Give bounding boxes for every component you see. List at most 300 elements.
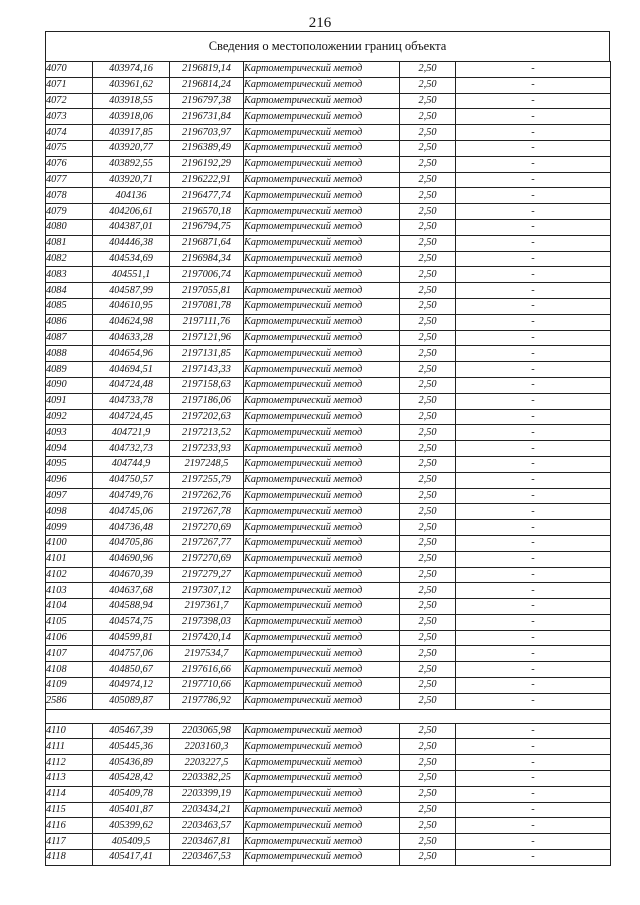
coord-x-cell: 404724,48 (93, 377, 170, 393)
coord-x-cell: 404750,57 (93, 472, 170, 488)
method-cell: Картометрический метод (244, 488, 400, 504)
accuracy-cell: 2,50 (400, 646, 456, 662)
page-number: 216 (308, 15, 332, 31)
coord-x-cell: 404588,94 (93, 599, 170, 615)
coord-y-cell: 2197786,92 (170, 693, 244, 709)
method-cell: Картометрический метод (244, 267, 400, 283)
method-cell: Картометрический метод (244, 771, 400, 787)
note-cell: - (456, 551, 611, 567)
note-cell: - (456, 235, 611, 251)
coord-y-cell: 2197420,14 (170, 630, 244, 646)
note-cell: - (456, 535, 611, 551)
point-number-cell: 4091 (46, 393, 93, 409)
note-cell: - (456, 188, 611, 204)
method-cell: Картометрический метод (244, 188, 400, 204)
coord-x-cell: 405436,89 (93, 755, 170, 771)
table-row (46, 425, 611, 441)
method-cell: Картометрический метод (244, 630, 400, 646)
method-cell: Картометрический метод (244, 172, 400, 188)
accuracy-cell: 2,50 (400, 267, 456, 283)
method-cell: Картометрический метод (244, 551, 400, 567)
table-row (46, 520, 611, 536)
table-row (46, 362, 611, 378)
point-number-cell: 4111 (46, 739, 93, 755)
method-cell: Картометрический метод (244, 614, 400, 630)
method-cell: Картометрический метод (244, 377, 400, 393)
note-cell: - (456, 314, 611, 330)
coord-y-cell: 2197398,03 (170, 614, 244, 630)
table-row (46, 802, 611, 818)
coord-x-cell: 405445,36 (93, 739, 170, 755)
coord-x-cell: 405417,41 (93, 850, 170, 866)
point-number-cell: 4112 (46, 755, 93, 771)
method-cell: Картометрический метод (244, 393, 400, 409)
coord-y-cell: 2203467,53 (170, 850, 244, 866)
coord-y-cell: 2197262,76 (170, 488, 244, 504)
point-number-cell: 4108 (46, 662, 93, 678)
table-row (46, 77, 611, 93)
table-row (46, 314, 611, 330)
accuracy-cell: 2,50 (400, 755, 456, 771)
coord-y-cell: 2196814,24 (170, 77, 244, 93)
coord-x-cell: 404733,78 (93, 393, 170, 409)
note-cell: - (456, 346, 611, 362)
coord-x-cell: 403920,71 (93, 172, 170, 188)
point-number-cell: 4083 (46, 267, 93, 283)
boundary-sheet (45, 31, 610, 866)
accuracy-cell: 2,50 (400, 283, 456, 299)
table-row (46, 646, 611, 662)
note-cell: - (456, 723, 611, 739)
point-number-cell: 4096 (46, 472, 93, 488)
accuracy-cell: 2,50 (400, 599, 456, 615)
point-number-cell: 4074 (46, 125, 93, 141)
point-number-cell: 4094 (46, 441, 93, 457)
point-number-cell: 4085 (46, 298, 93, 314)
coord-y-cell: 2203382,25 (170, 771, 244, 787)
note-cell: - (456, 283, 611, 299)
table-row (46, 614, 611, 630)
point-number-cell: 4088 (46, 346, 93, 362)
coord-y-cell: 2203467,81 (170, 834, 244, 850)
table-row (46, 188, 611, 204)
accuracy-cell: 2,50 (400, 488, 456, 504)
table-row (46, 235, 611, 251)
coord-x-cell: 403918,55 (93, 93, 170, 109)
accuracy-cell: 2,50 (400, 504, 456, 520)
table-row (46, 678, 611, 694)
method-cell: Картометрический метод (244, 678, 400, 694)
coord-y-cell: 2197186,06 (170, 393, 244, 409)
point-number-cell: 4087 (46, 330, 93, 346)
coord-x-cell: 404745,06 (93, 504, 170, 520)
table-row (46, 377, 611, 393)
coord-x-cell: 404690,96 (93, 551, 170, 567)
point-number-cell: 4116 (46, 818, 93, 834)
point-number-cell: 4098 (46, 504, 93, 520)
table-row (46, 109, 611, 125)
note-cell: - (456, 630, 611, 646)
coord-y-cell: 2203399,19 (170, 786, 244, 802)
coord-x-cell: 404136 (93, 188, 170, 204)
method-cell: Картометрический метод (244, 62, 400, 78)
note-cell: - (456, 93, 611, 109)
note-cell: - (456, 62, 611, 78)
accuracy-cell: 2,50 (400, 188, 456, 204)
coord-x-cell: 404599,81 (93, 630, 170, 646)
note-cell: - (456, 567, 611, 583)
note-cell: - (456, 678, 611, 694)
note-cell: - (456, 298, 611, 314)
accuracy-cell: 2,50 (400, 156, 456, 172)
coord-y-cell: 2197710,66 (170, 678, 244, 694)
note-cell: - (456, 393, 611, 409)
note-cell: - (456, 441, 611, 457)
accuracy-cell: 2,50 (400, 125, 456, 141)
table-row (46, 771, 611, 787)
coord-y-cell: 2197202,63 (170, 409, 244, 425)
method-cell: Картометрический метод (244, 662, 400, 678)
table-row (46, 219, 611, 235)
note-cell: - (456, 156, 611, 172)
note-cell: - (456, 172, 611, 188)
coord-y-cell: 2197055,81 (170, 283, 244, 299)
accuracy-cell: 2,50 (400, 219, 456, 235)
method-cell: Картометрический метод (244, 314, 400, 330)
note-cell: - (456, 330, 611, 346)
coord-x-cell: 404694,51 (93, 362, 170, 378)
method-cell: Картометрический метод (244, 409, 400, 425)
method-cell: Картометрический метод (244, 330, 400, 346)
point-number-cell: 4097 (46, 488, 93, 504)
section-separator-row (46, 709, 611, 723)
point-number-cell: 4072 (46, 93, 93, 109)
table-row (46, 330, 611, 346)
note-cell: - (456, 504, 611, 520)
accuracy-cell: 2,50 (400, 662, 456, 678)
method-cell: Картометрический метод (244, 77, 400, 93)
method-cell: Картометрический метод (244, 125, 400, 141)
coord-x-cell: 404736,48 (93, 520, 170, 536)
accuracy-cell: 2,50 (400, 93, 456, 109)
table-row (46, 551, 611, 567)
note-cell: - (456, 850, 611, 866)
accuracy-cell: 2,50 (400, 693, 456, 709)
coord-x-cell: 404974,12 (93, 678, 170, 694)
point-number-cell: 4100 (46, 535, 93, 551)
accuracy-cell: 2,50 (400, 583, 456, 599)
table-row (46, 488, 611, 504)
method-cell: Картометрический метод (244, 235, 400, 251)
coord-y-cell: 2197121,96 (170, 330, 244, 346)
table-row (46, 172, 611, 188)
note-cell: - (456, 693, 611, 709)
table-row (46, 535, 611, 551)
coord-y-cell: 2197270,69 (170, 551, 244, 567)
coord-x-cell: 404749,76 (93, 488, 170, 504)
coord-y-cell: 2197158,63 (170, 377, 244, 393)
note-cell: - (456, 125, 611, 141)
method-cell: Картометрический метод (244, 362, 400, 378)
coord-x-cell: 403961,62 (93, 77, 170, 93)
coord-x-cell: 405409,78 (93, 786, 170, 802)
accuracy-cell: 2,50 (400, 472, 456, 488)
coord-x-cell: 404670,39 (93, 567, 170, 583)
table-row (46, 283, 611, 299)
coord-x-cell: 404721,9 (93, 425, 170, 441)
coord-y-cell: 2196703,97 (170, 125, 244, 141)
table-row (46, 393, 611, 409)
table-row (46, 472, 611, 488)
method-cell: Картометрический метод (244, 346, 400, 362)
table-row (46, 583, 611, 599)
note-cell: - (456, 818, 611, 834)
method-cell: Картометрический метод (244, 723, 400, 739)
coord-y-cell: 2197270,69 (170, 520, 244, 536)
coord-x-cell: 405428,42 (93, 771, 170, 787)
point-number-cell: 4102 (46, 567, 93, 583)
table-row (46, 346, 611, 362)
method-cell: Картометрический метод (244, 219, 400, 235)
point-number-cell: 4109 (46, 678, 93, 694)
accuracy-cell: 2,50 (400, 441, 456, 457)
coord-y-cell: 2196477,74 (170, 188, 244, 204)
note-cell: - (456, 599, 611, 615)
coord-y-cell: 2197361,7 (170, 599, 244, 615)
coord-x-cell: 404534,69 (93, 251, 170, 267)
coord-y-cell: 2197131,85 (170, 346, 244, 362)
coord-x-cell: 403918,06 (93, 109, 170, 125)
coord-x-cell: 404757,06 (93, 646, 170, 662)
point-number-cell: 4117 (46, 834, 93, 850)
point-number-cell: 4076 (46, 156, 93, 172)
note-cell: - (456, 771, 611, 787)
accuracy-cell: 2,50 (400, 834, 456, 850)
section-separator-cell (46, 709, 611, 723)
accuracy-cell: 2,50 (400, 109, 456, 125)
point-number-cell: 2586 (46, 693, 93, 709)
note-cell: - (456, 140, 611, 156)
method-cell: Картометрический метод (244, 251, 400, 267)
accuracy-cell: 2,50 (400, 567, 456, 583)
table-row (46, 125, 611, 141)
method-cell: Картометрический метод (244, 298, 400, 314)
table-row (46, 723, 611, 739)
accuracy-cell: 2,50 (400, 850, 456, 866)
accuracy-cell: 2,50 (400, 330, 456, 346)
note-cell: - (456, 739, 611, 755)
accuracy-cell: 2,50 (400, 251, 456, 267)
note-cell: - (456, 362, 611, 378)
coord-y-cell: 2197279,27 (170, 567, 244, 583)
coord-y-cell: 2196222,91 (170, 172, 244, 188)
table-row (46, 62, 611, 78)
point-number-cell: 4093 (46, 425, 93, 441)
coord-x-cell: 405089,87 (93, 693, 170, 709)
table-row (46, 599, 611, 615)
coord-x-cell: 404387,01 (93, 219, 170, 235)
coord-x-cell: 404610,95 (93, 298, 170, 314)
note-cell: - (456, 662, 611, 678)
note-cell: - (456, 488, 611, 504)
coord-x-cell: 403917,85 (93, 125, 170, 141)
method-cell: Картометрический метод (244, 109, 400, 125)
note-cell: - (456, 834, 611, 850)
note-cell: - (456, 614, 611, 630)
table-row (46, 693, 611, 709)
point-number-cell: 4103 (46, 583, 93, 599)
method-cell: Картометрический метод (244, 283, 400, 299)
coord-y-cell: 2197111,76 (170, 314, 244, 330)
coord-y-cell: 2196794,75 (170, 219, 244, 235)
note-cell: - (456, 109, 611, 125)
coord-x-cell: 404574,75 (93, 614, 170, 630)
coord-y-cell: 2197534,7 (170, 646, 244, 662)
point-number-cell: 4118 (46, 850, 93, 866)
accuracy-cell: 2,50 (400, 140, 456, 156)
point-number-cell: 4086 (46, 314, 93, 330)
coord-y-cell: 2196984,34 (170, 251, 244, 267)
accuracy-cell: 2,50 (400, 362, 456, 378)
coord-x-cell: 404446,38 (93, 235, 170, 251)
note-cell: - (456, 456, 611, 472)
method-cell: Картометрический метод (244, 850, 400, 866)
coord-y-cell: 2197267,77 (170, 535, 244, 551)
coord-y-cell: 2196797,38 (170, 93, 244, 109)
coord-x-cell: 405399,62 (93, 818, 170, 834)
coord-x-cell: 404744,9 (93, 456, 170, 472)
note-cell: - (456, 267, 611, 283)
coord-x-cell: 403974,16 (93, 62, 170, 78)
coord-x-cell: 404633,28 (93, 330, 170, 346)
note-cell: - (456, 646, 611, 662)
accuracy-cell: 2,50 (400, 739, 456, 755)
point-number-cell: 4092 (46, 409, 93, 425)
method-cell: Картометрический метод (244, 755, 400, 771)
accuracy-cell: 2,50 (400, 630, 456, 646)
table-row (46, 441, 611, 457)
method-cell: Картометрический метод (244, 204, 400, 220)
accuracy-cell: 2,50 (400, 346, 456, 362)
coord-y-cell: 2197248,5 (170, 456, 244, 472)
table-row (46, 786, 611, 802)
point-number-cell: 4080 (46, 219, 93, 235)
coord-y-cell: 2196192,29 (170, 156, 244, 172)
table-row (46, 204, 611, 220)
method-cell: Картометрический метод (244, 786, 400, 802)
coord-x-cell: 404724,45 (93, 409, 170, 425)
coord-y-cell: 2197616,66 (170, 662, 244, 678)
coord-x-cell: 405467,39 (93, 723, 170, 739)
accuracy-cell: 2,50 (400, 425, 456, 441)
accuracy-cell: 2,50 (400, 678, 456, 694)
accuracy-cell: 2,50 (400, 535, 456, 551)
point-number-cell: 4073 (46, 109, 93, 125)
point-number-cell: 4078 (46, 188, 93, 204)
table-row (46, 630, 611, 646)
accuracy-cell: 2,50 (400, 723, 456, 739)
coord-y-cell: 2196731,84 (170, 109, 244, 125)
method-cell: Картометрический метод (244, 834, 400, 850)
point-number-cell: 4107 (46, 646, 93, 662)
method-cell: Картометрический метод (244, 693, 400, 709)
coord-x-cell: 403892,55 (93, 156, 170, 172)
table-row (46, 662, 611, 678)
point-number-cell: 4071 (46, 77, 93, 93)
coord-y-cell: 2196389,49 (170, 140, 244, 156)
method-cell: Картометрический метод (244, 567, 400, 583)
accuracy-cell: 2,50 (400, 377, 456, 393)
method-cell: Картометрический метод (244, 140, 400, 156)
point-number-cell: 4070 (46, 62, 93, 78)
note-cell: - (456, 583, 611, 599)
table-row (46, 251, 611, 267)
point-number-cell: 4099 (46, 520, 93, 536)
accuracy-cell: 2,50 (400, 235, 456, 251)
accuracy-cell: 2,50 (400, 551, 456, 567)
point-number-cell: 4095 (46, 456, 93, 472)
note-cell: - (456, 377, 611, 393)
coordinates-table-body (46, 62, 611, 866)
method-cell: Картометрический метод (244, 599, 400, 615)
note-cell: - (456, 755, 611, 771)
table-title: Сведения о местоположении границ объекта (45, 31, 610, 61)
accuracy-cell: 2,50 (400, 786, 456, 802)
method-cell: Картометрический метод (244, 802, 400, 818)
note-cell: - (456, 425, 611, 441)
coord-y-cell: 2203434,21 (170, 802, 244, 818)
table-row (46, 409, 611, 425)
coord-y-cell: 2197233,93 (170, 441, 244, 457)
accuracy-cell: 2,50 (400, 409, 456, 425)
note-cell: - (456, 409, 611, 425)
method-cell: Картометрический метод (244, 425, 400, 441)
accuracy-cell: 2,50 (400, 77, 456, 93)
point-number-cell: 4114 (46, 786, 93, 802)
table-row (46, 140, 611, 156)
method-cell: Картометрический метод (244, 520, 400, 536)
point-number-cell: 4104 (46, 599, 93, 615)
coord-x-cell: 405409,5 (93, 834, 170, 850)
coord-y-cell: 2197267,78 (170, 504, 244, 520)
table-row (46, 567, 611, 583)
method-cell: Картометрический метод (244, 646, 400, 662)
accuracy-cell: 2,50 (400, 62, 456, 78)
accuracy-cell: 2,50 (400, 204, 456, 220)
note-cell: - (456, 251, 611, 267)
coord-y-cell: 2203065,98 (170, 723, 244, 739)
point-number-cell: 4082 (46, 251, 93, 267)
table-row (46, 456, 611, 472)
coord-x-cell: 404206,61 (93, 204, 170, 220)
note-cell: - (456, 219, 611, 235)
point-number-cell: 4110 (46, 723, 93, 739)
coord-x-cell: 404637,68 (93, 583, 170, 599)
point-number-cell: 4115 (46, 802, 93, 818)
accuracy-cell: 2,50 (400, 802, 456, 818)
method-cell: Картометрический метод (244, 93, 400, 109)
coord-y-cell: 2197081,78 (170, 298, 244, 314)
method-cell: Картометрический метод (244, 456, 400, 472)
table-row (46, 504, 611, 520)
point-number-cell: 4079 (46, 204, 93, 220)
point-number-cell: 4084 (46, 283, 93, 299)
coord-y-cell: 2203227,5 (170, 755, 244, 771)
accuracy-cell: 2,50 (400, 172, 456, 188)
coord-y-cell: 2196819,14 (170, 62, 244, 78)
method-cell: Картометрический метод (244, 504, 400, 520)
coord-y-cell: 2197307,12 (170, 583, 244, 599)
